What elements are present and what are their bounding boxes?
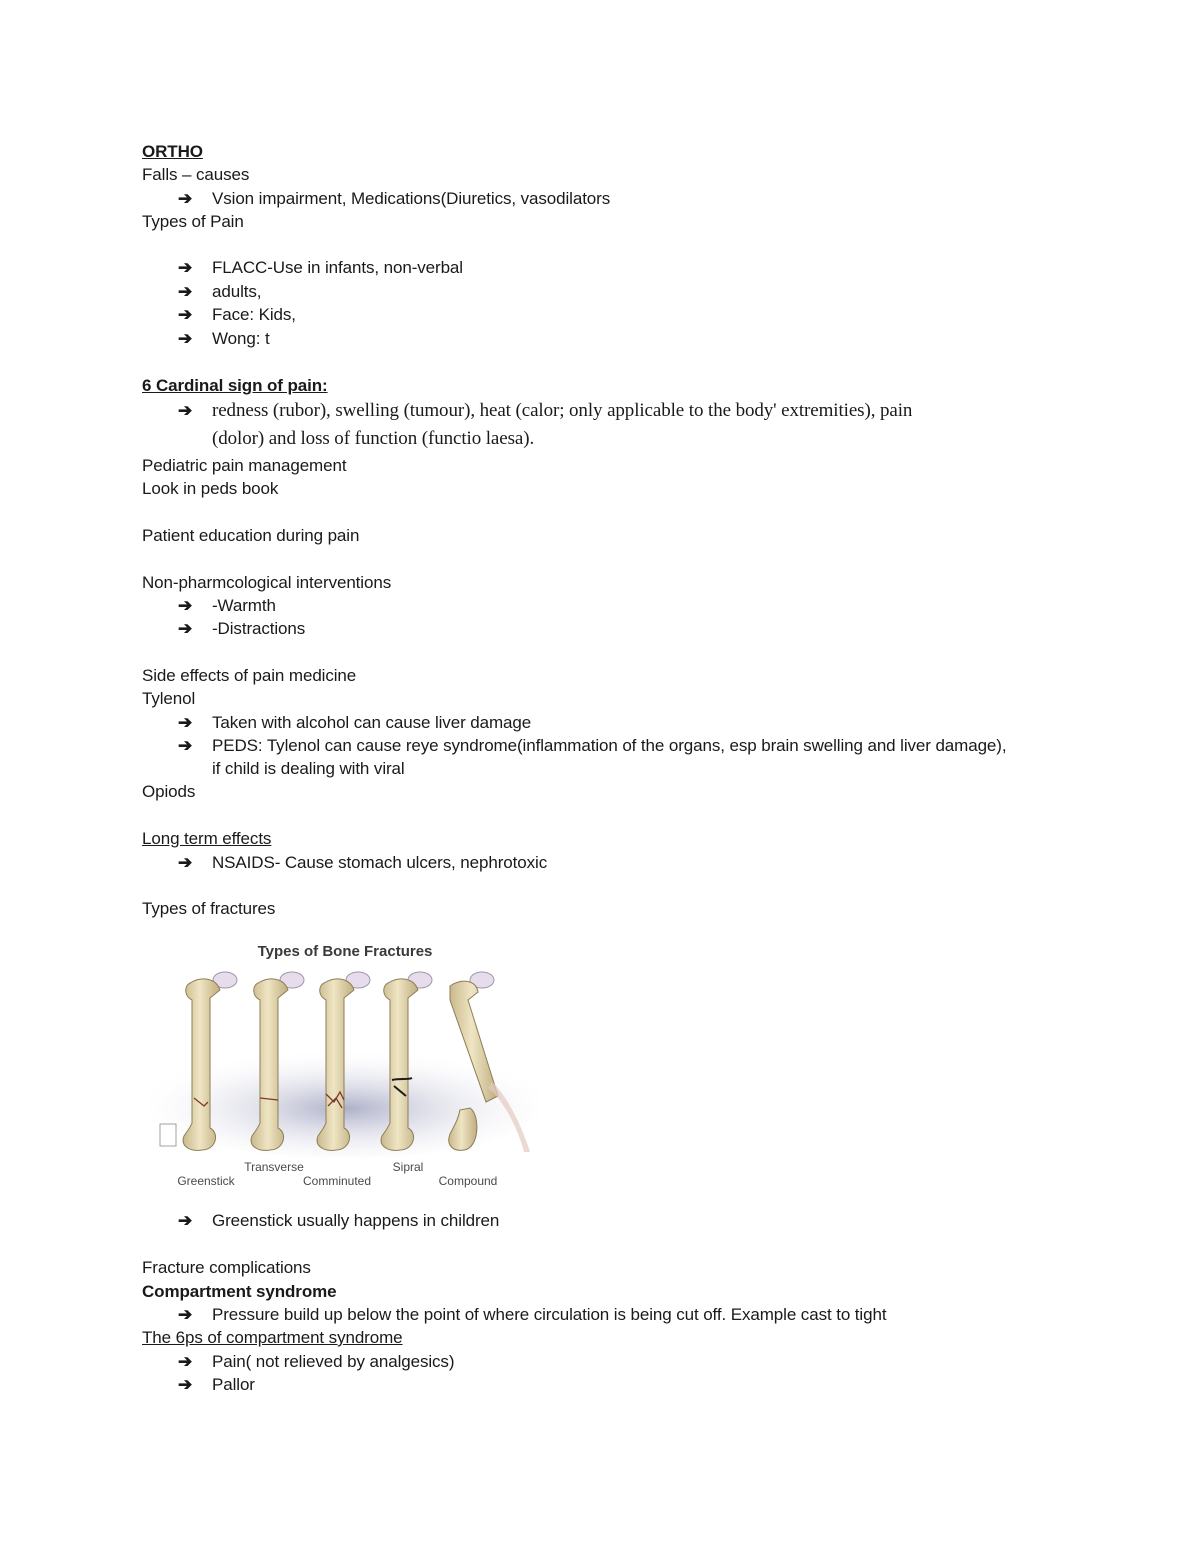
list-item: ➔ adults, [178, 282, 262, 301]
arrow-icon: ➔ [178, 713, 193, 732]
list-item: ➔ redness (rubor), swelling (tumour), heat (calor; only applicable to the body' extremities), pain [178, 400, 913, 421]
list-item: ➔ FLACC-Use in infants, non-verbal [178, 258, 463, 277]
label-transverse: Transverse [244, 1160, 304, 1174]
arrow-icon: ➔ [178, 1375, 193, 1394]
arrow-icon: ➔ [178, 736, 193, 755]
pediatric-pain-heading: Pediatric pain management [142, 456, 347, 475]
list-item: ➔ Taken with alcohol can cause liver damage [178, 713, 532, 732]
falls-label: Falls – causes [142, 165, 250, 184]
list-item: ➔ -Distractions [178, 619, 306, 638]
list-item: ➔ NSAIDS- Cause stomach ulcers, nephrotoxic [178, 853, 548, 872]
arrow-icon: ➔ [178, 305, 193, 324]
long-term-heading: Long term effects [142, 829, 272, 848]
non-pharm-heading: Non-pharmcological interventions [142, 573, 392, 592]
arrow-icon: ➔ [178, 189, 193, 208]
label-spiral: Sipral [392, 1160, 424, 1174]
figure-title: Types of Bone Fractures [257, 943, 433, 960]
six-ps-heading: The 6ps of compartment syndrome [142, 1328, 403, 1347]
arrow-icon: ➔ [178, 401, 193, 420]
list-item: ➔ -Warmth [178, 596, 276, 615]
list-item: ➔ Face: Kids, [178, 305, 296, 324]
list-item: ➔ Pressure build up below the point of where circulation is being cut off. Example cast to tight [178, 1305, 887, 1324]
arrow-icon: ➔ [178, 1211, 193, 1230]
arrow-icon: ➔ [178, 619, 193, 638]
arrow-icon: ➔ [178, 282, 193, 301]
list-item-continuation: if child is dealing with viral [212, 759, 405, 778]
tylenol-heading: Tylenol [142, 689, 196, 708]
patient-education-heading: Patient education during pain [142, 526, 360, 545]
page-title: ORTHO [142, 142, 203, 161]
side-effects-heading: Side effects of pain medicine [142, 666, 357, 685]
arrow-icon: ➔ [178, 596, 193, 615]
bone-fractures-figure [150, 938, 540, 1188]
list-item: ➔ Pain( not relieved by analgesics) [178, 1352, 455, 1371]
label-greenstick: Greenstick [177, 1174, 235, 1188]
arrow-icon: ➔ [178, 1305, 193, 1324]
arrow-icon: ➔ [178, 853, 193, 872]
list-item: ➔ PEDS: Tylenol can cause reye syndrome(inflammation of the organs, esp brain swelling and liver damage), [178, 736, 1007, 755]
list-item: ➔ Wong: t [178, 329, 270, 348]
list-item: ➔ Greenstick usually happens in children [178, 1211, 500, 1230]
list-item: ➔ Vsion impairment, Medications(Diuretics, vasodilators [178, 189, 611, 208]
fracture-complications-heading: Fracture complications [142, 1258, 311, 1277]
list-item-continuation: (dolor) and loss of function (functio laesa). [212, 428, 535, 449]
compartment-heading: Compartment syndrome [142, 1282, 337, 1301]
opiods-heading: Opiods [142, 782, 196, 801]
label-compound: Compound [438, 1174, 498, 1188]
label-comminuted: Comminuted [302, 1174, 372, 1188]
look-in-peds-text: Look in peds book [142, 479, 279, 498]
fractures-heading: Types of fractures [142, 899, 276, 918]
list-item: ➔ Pallor [178, 1375, 255, 1394]
arrow-icon: ➔ [178, 1352, 193, 1371]
cardinal-heading: 6 Cardinal sign of pain: [142, 376, 328, 395]
arrow-icon: ➔ [178, 329, 193, 348]
arrow-icon: ➔ [178, 258, 193, 277]
types-of-pain-heading: Types of Pain [142, 212, 244, 231]
